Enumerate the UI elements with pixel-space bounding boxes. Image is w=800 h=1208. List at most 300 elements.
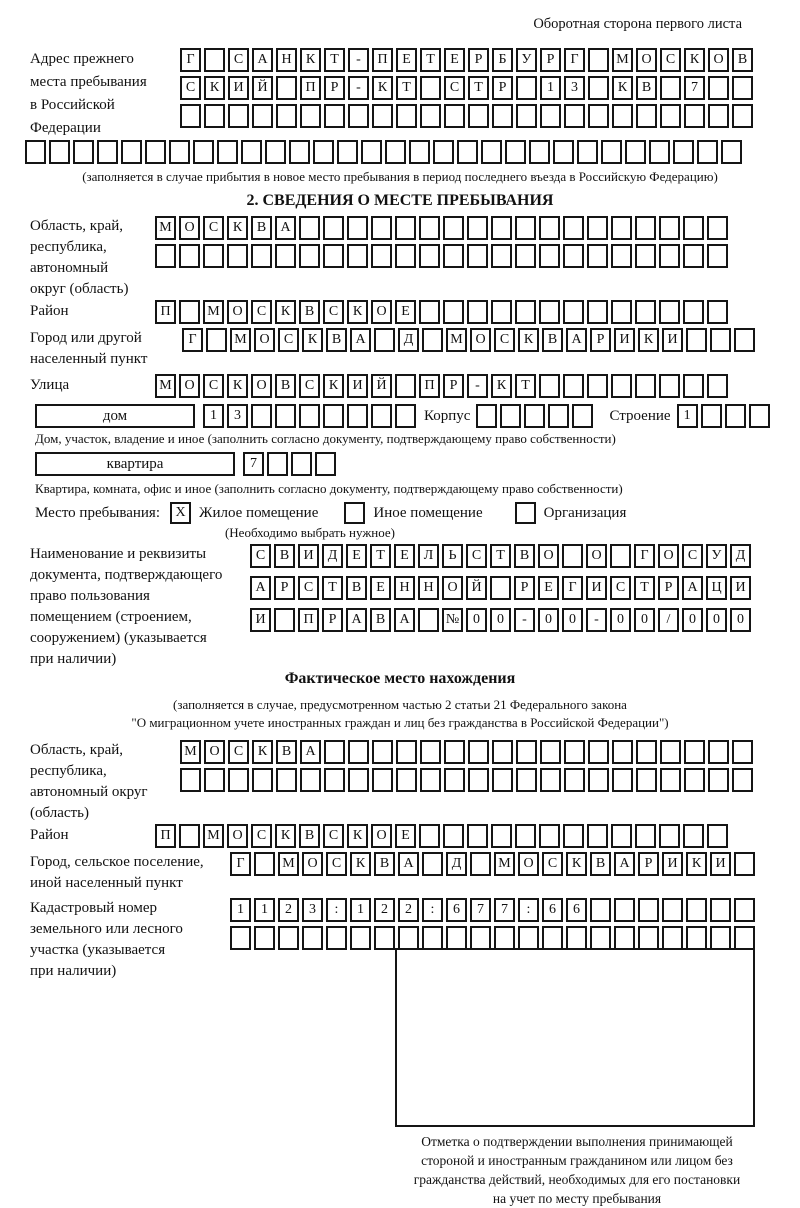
char-cell[interactable] (611, 824, 632, 848)
char-cell[interactable]: Г (230, 852, 251, 876)
char-cell[interactable]: 6 (542, 898, 563, 922)
char-cell[interactable]: С (228, 740, 249, 764)
char-cell[interactable]: 3 (302, 898, 323, 922)
char-cell[interactable] (492, 768, 513, 792)
char-cell[interactable]: П (155, 824, 176, 848)
char-cell[interactable]: 1 (203, 404, 224, 428)
char-cell[interactable]: О (636, 48, 657, 72)
char-cell[interactable]: В (276, 740, 297, 764)
char-cell[interactable]: Е (346, 544, 367, 568)
char-cell[interactable]: М (612, 48, 633, 72)
char-cell[interactable] (396, 104, 417, 128)
char-cell[interactable]: С (250, 544, 271, 568)
char-cell[interactable]: И (614, 328, 635, 352)
char-cell[interactable]: О (179, 374, 200, 398)
char-cell[interactable] (267, 452, 288, 476)
char-cell[interactable] (612, 740, 633, 764)
char-cell[interactable] (588, 76, 609, 100)
checkbox-residential[interactable]: X (170, 502, 191, 524)
char-cell[interactable]: В (326, 328, 347, 352)
char-cell[interactable]: 0 (538, 608, 559, 632)
char-cell[interactable] (491, 244, 512, 268)
char-cell[interactable] (612, 768, 633, 792)
char-cell[interactable]: - (348, 48, 369, 72)
char-cell[interactable] (274, 608, 295, 632)
char-cell[interactable]: 0 (610, 608, 631, 632)
char-cell[interactable] (468, 768, 489, 792)
char-cell[interactable] (636, 104, 657, 128)
char-cell[interactable]: А (682, 576, 703, 600)
char-cell[interactable] (323, 244, 344, 268)
char-cell[interactable]: Д (398, 328, 419, 352)
char-cell[interactable]: В (299, 300, 320, 324)
char-cell[interactable] (539, 300, 560, 324)
char-cell[interactable] (686, 328, 707, 352)
char-cell[interactable] (395, 244, 416, 268)
char-cell[interactable]: П (372, 48, 393, 72)
char-cell[interactable]: Д (446, 852, 467, 876)
char-cell[interactable]: 0 (730, 608, 751, 632)
char-cell[interactable]: И (730, 576, 751, 600)
char-cell[interactable] (540, 768, 561, 792)
char-cell[interactable] (515, 824, 536, 848)
char-cell[interactable] (347, 216, 368, 240)
char-cell[interactable] (548, 404, 569, 428)
char-cell[interactable] (470, 852, 491, 876)
char-cell[interactable] (419, 244, 440, 268)
char-cell[interactable] (539, 216, 560, 240)
char-cell[interactable]: Т (490, 544, 511, 568)
char-cell[interactable] (708, 76, 729, 100)
char-cell[interactable] (396, 768, 417, 792)
char-cell[interactable] (348, 768, 369, 792)
char-cell[interactable] (553, 140, 574, 164)
char-cell[interactable] (443, 216, 464, 240)
char-cell[interactable] (371, 404, 392, 428)
char-cell[interactable]: М (494, 852, 515, 876)
char-cell[interactable]: Е (394, 544, 415, 568)
house-number-box[interactable]: дом (35, 404, 195, 428)
char-cell[interactable] (625, 140, 646, 164)
char-cell[interactable]: Д (322, 544, 343, 568)
char-cell[interactable]: О (371, 824, 392, 848)
char-cell[interactable]: И (586, 576, 607, 600)
checkbox-organization[interactable] (515, 502, 536, 524)
char-cell[interactable] (686, 926, 707, 950)
char-cell[interactable] (710, 898, 731, 922)
char-cell[interactable] (492, 740, 513, 764)
char-cell[interactable]: Т (370, 544, 391, 568)
char-cell[interactable]: Й (371, 374, 392, 398)
char-cell[interactable] (347, 404, 368, 428)
char-cell[interactable]: С (323, 300, 344, 324)
char-cell[interactable] (433, 140, 454, 164)
char-cell[interactable] (610, 544, 631, 568)
char-cell[interactable] (275, 404, 296, 428)
char-cell[interactable] (587, 824, 608, 848)
char-cell[interactable] (588, 104, 609, 128)
char-cell[interactable] (614, 926, 635, 950)
char-cell[interactable]: К (347, 824, 368, 848)
char-cell[interactable] (732, 76, 753, 100)
char-cell[interactable] (587, 216, 608, 240)
char-cell[interactable] (227, 244, 248, 268)
char-cell[interactable]: В (542, 328, 563, 352)
char-cell[interactable]: Р (638, 852, 659, 876)
char-cell[interactable] (337, 140, 358, 164)
char-cell[interactable] (542, 926, 563, 950)
char-cell[interactable] (300, 768, 321, 792)
char-cell[interactable]: 0 (706, 608, 727, 632)
char-cell[interactable]: М (180, 740, 201, 764)
char-cell[interactable]: Й (252, 76, 273, 100)
char-cell[interactable]: К (612, 76, 633, 100)
char-cell[interactable] (299, 216, 320, 240)
char-cell[interactable] (313, 140, 334, 164)
char-cell[interactable]: 1 (540, 76, 561, 100)
char-cell[interactable] (649, 140, 670, 164)
char-cell[interactable]: 7 (494, 898, 515, 922)
char-cell[interactable]: С (278, 328, 299, 352)
char-cell[interactable] (611, 244, 632, 268)
char-cell[interactable] (734, 852, 755, 876)
char-cell[interactable]: Ц (706, 576, 727, 600)
char-cell[interactable]: Г (180, 48, 201, 72)
char-cell[interactable]: 6 (446, 898, 467, 922)
char-cell[interactable]: П (155, 300, 176, 324)
char-cell[interactable]: А (346, 608, 367, 632)
char-cell[interactable] (49, 140, 70, 164)
char-cell[interactable] (707, 824, 728, 848)
char-cell[interactable]: И (662, 328, 683, 352)
char-cell[interactable]: 6 (566, 898, 587, 922)
char-cell[interactable] (660, 768, 681, 792)
char-cell[interactable] (289, 140, 310, 164)
char-cell[interactable]: Н (394, 576, 415, 600)
char-cell[interactable] (278, 926, 299, 950)
char-cell[interactable]: П (298, 608, 319, 632)
char-cell[interactable] (660, 104, 681, 128)
char-cell[interactable] (564, 104, 585, 128)
char-cell[interactable]: О (658, 544, 679, 568)
char-cell[interactable]: С (494, 328, 515, 352)
char-cell[interactable] (419, 824, 440, 848)
char-cell[interactable]: О (442, 576, 463, 600)
char-cell[interactable] (252, 104, 273, 128)
char-cell[interactable] (701, 404, 722, 428)
char-cell[interactable]: 1 (230, 898, 251, 922)
char-cell[interactable]: Т (324, 48, 345, 72)
char-cell[interactable] (302, 926, 323, 950)
char-cell[interactable]: К (227, 374, 248, 398)
char-cell[interactable] (659, 300, 680, 324)
char-cell[interactable] (707, 244, 728, 268)
char-cell[interactable] (348, 104, 369, 128)
char-cell[interactable] (396, 740, 417, 764)
char-cell[interactable] (635, 244, 656, 268)
char-cell[interactable] (683, 216, 704, 240)
char-cell[interactable] (684, 768, 705, 792)
char-cell[interactable]: Й (466, 576, 487, 600)
char-cell[interactable] (601, 140, 622, 164)
char-cell[interactable]: 0 (682, 608, 703, 632)
char-cell[interactable] (422, 926, 443, 950)
char-cell[interactable]: А (350, 328, 371, 352)
char-cell[interactable] (540, 740, 561, 764)
char-cell[interactable] (372, 768, 393, 792)
char-cell[interactable]: Е (395, 824, 416, 848)
char-cell[interactable]: 2 (374, 898, 395, 922)
char-cell[interactable] (324, 104, 345, 128)
char-cell[interactable] (443, 300, 464, 324)
char-cell[interactable]: С (682, 544, 703, 568)
char-cell[interactable]: О (371, 300, 392, 324)
char-cell[interactable]: 3 (564, 76, 585, 100)
char-cell[interactable] (443, 244, 464, 268)
char-cell[interactable] (491, 824, 512, 848)
char-cell[interactable]: К (686, 852, 707, 876)
char-cell[interactable] (500, 404, 521, 428)
char-cell[interactable]: И (250, 608, 271, 632)
char-cell[interactable]: А (566, 328, 587, 352)
char-cell[interactable] (611, 374, 632, 398)
char-cell[interactable] (683, 374, 704, 398)
char-cell[interactable] (732, 768, 753, 792)
char-cell[interactable] (710, 926, 731, 950)
char-cell[interactable] (659, 374, 680, 398)
char-cell[interactable]: К (252, 740, 273, 764)
char-cell[interactable]: П (419, 374, 440, 398)
char-cell[interactable]: Т (322, 576, 343, 600)
char-cell[interactable]: О (302, 852, 323, 876)
char-cell[interactable]: С (203, 216, 224, 240)
char-cell[interactable] (614, 898, 635, 922)
char-cell[interactable] (398, 926, 419, 950)
char-cell[interactable]: О (204, 740, 225, 764)
char-cell[interactable]: О (251, 374, 272, 398)
char-cell[interactable] (539, 374, 560, 398)
char-cell[interactable] (660, 740, 681, 764)
char-cell[interactable] (230, 926, 251, 950)
char-cell[interactable] (275, 244, 296, 268)
char-cell[interactable] (395, 216, 416, 240)
char-cell[interactable] (659, 244, 680, 268)
char-cell[interactable] (25, 140, 46, 164)
char-cell[interactable] (683, 300, 704, 324)
char-cell[interactable]: В (299, 824, 320, 848)
char-cell[interactable] (518, 926, 539, 950)
char-cell[interactable]: - (467, 374, 488, 398)
char-cell[interactable] (371, 216, 392, 240)
char-cell[interactable]: К (518, 328, 539, 352)
char-cell[interactable]: А (250, 576, 271, 600)
char-cell[interactable] (491, 300, 512, 324)
char-cell[interactable]: 3 (227, 404, 248, 428)
char-cell[interactable]: Н (418, 576, 439, 600)
char-cell[interactable]: С (228, 48, 249, 72)
char-cell[interactable] (588, 48, 609, 72)
char-cell[interactable]: С (251, 824, 272, 848)
char-cell[interactable] (252, 768, 273, 792)
char-cell[interactable] (180, 104, 201, 128)
char-cell[interactable] (707, 216, 728, 240)
char-cell[interactable] (563, 300, 584, 324)
char-cell[interactable] (635, 300, 656, 324)
char-cell[interactable]: В (274, 544, 295, 568)
char-cell[interactable] (145, 140, 166, 164)
char-cell[interactable] (516, 76, 537, 100)
char-cell[interactable]: 1 (350, 898, 371, 922)
char-cell[interactable] (590, 898, 611, 922)
char-cell[interactable] (347, 244, 368, 268)
char-cell[interactable] (563, 216, 584, 240)
char-cell[interactable] (725, 404, 746, 428)
char-cell[interactable] (251, 404, 272, 428)
char-cell[interactable] (422, 852, 443, 876)
char-cell[interactable] (732, 740, 753, 764)
char-cell[interactable] (422, 328, 443, 352)
char-cell[interactable] (638, 926, 659, 950)
char-cell[interactable]: Р (322, 608, 343, 632)
char-cell[interactable] (587, 244, 608, 268)
char-cell[interactable]: 0 (490, 608, 511, 632)
char-cell[interactable] (372, 740, 393, 764)
char-cell[interactable]: / (658, 608, 679, 632)
char-cell[interactable] (734, 328, 755, 352)
char-cell[interactable] (180, 768, 201, 792)
char-cell[interactable] (734, 926, 755, 950)
char-cell[interactable] (204, 768, 225, 792)
char-cell[interactable] (708, 768, 729, 792)
char-cell[interactable] (708, 740, 729, 764)
char-cell[interactable] (457, 140, 478, 164)
char-cell[interactable]: К (347, 300, 368, 324)
char-cell[interactable]: К (350, 852, 371, 876)
char-cell[interactable] (409, 140, 430, 164)
char-cell[interactable]: С (326, 852, 347, 876)
char-cell[interactable] (446, 926, 467, 950)
char-cell[interactable] (444, 104, 465, 128)
char-cell[interactable] (491, 216, 512, 240)
char-cell[interactable] (467, 300, 488, 324)
char-cell[interactable]: М (203, 300, 224, 324)
char-cell[interactable]: Р (540, 48, 561, 72)
char-cell[interactable] (350, 926, 371, 950)
char-cell[interactable] (299, 404, 320, 428)
char-cell[interactable]: О (538, 544, 559, 568)
char-cell[interactable]: Т (515, 374, 536, 398)
char-cell[interactable]: Р (514, 576, 535, 600)
char-cell[interactable] (562, 544, 583, 568)
char-cell[interactable] (420, 76, 441, 100)
char-cell[interactable]: К (204, 76, 225, 100)
char-cell[interactable] (203, 244, 224, 268)
char-cell[interactable]: К (300, 48, 321, 72)
char-cell[interactable]: Л (418, 544, 439, 568)
char-cell[interactable]: К (372, 76, 393, 100)
char-cell[interactable]: С (444, 76, 465, 100)
char-cell[interactable]: 1 (254, 898, 275, 922)
char-cell[interactable] (660, 76, 681, 100)
char-cell[interactable] (749, 404, 770, 428)
char-cell[interactable]: М (230, 328, 251, 352)
char-cell[interactable] (494, 926, 515, 950)
char-cell[interactable] (179, 824, 200, 848)
char-cell[interactable] (323, 404, 344, 428)
char-cell[interactable] (73, 140, 94, 164)
char-cell[interactable] (662, 926, 683, 950)
char-cell[interactable]: - (586, 608, 607, 632)
char-cell[interactable]: А (252, 48, 273, 72)
char-cell[interactable]: К (638, 328, 659, 352)
char-cell[interactable]: М (155, 374, 176, 398)
char-cell[interactable]: Р (324, 76, 345, 100)
char-cell[interactable] (684, 740, 705, 764)
char-cell[interactable]: В (636, 76, 657, 100)
char-cell[interactable] (251, 244, 272, 268)
char-cell[interactable]: С (251, 300, 272, 324)
char-cell[interactable] (419, 216, 440, 240)
apartment-box[interactable]: квартира (35, 452, 235, 476)
char-cell[interactable] (276, 76, 297, 100)
char-cell[interactable] (563, 374, 584, 398)
char-cell[interactable] (204, 104, 225, 128)
char-cell[interactable] (326, 926, 347, 950)
char-cell[interactable]: К (323, 374, 344, 398)
char-cell[interactable] (516, 104, 537, 128)
char-cell[interactable]: К (684, 48, 705, 72)
char-cell[interactable]: В (275, 374, 296, 398)
char-cell[interactable]: Д (730, 544, 751, 568)
char-cell[interactable]: М (155, 216, 176, 240)
char-cell[interactable]: К (227, 216, 248, 240)
char-cell[interactable] (470, 926, 491, 950)
char-cell[interactable]: 2 (398, 898, 419, 922)
char-cell[interactable] (418, 608, 439, 632)
char-cell[interactable] (732, 104, 753, 128)
char-cell[interactable] (490, 576, 511, 600)
char-cell[interactable] (611, 300, 632, 324)
char-cell[interactable]: С (180, 76, 201, 100)
char-cell[interactable] (444, 740, 465, 764)
char-cell[interactable]: Р (492, 76, 513, 100)
char-cell[interactable]: О (586, 544, 607, 568)
char-cell[interactable] (155, 244, 176, 268)
char-cell[interactable] (515, 244, 536, 268)
char-cell[interactable]: О (179, 216, 200, 240)
char-cell[interactable]: Е (538, 576, 559, 600)
char-cell[interactable] (588, 740, 609, 764)
char-cell[interactable] (636, 740, 657, 764)
char-cell[interactable] (444, 768, 465, 792)
char-cell[interactable] (241, 140, 262, 164)
char-cell[interactable]: В (732, 48, 753, 72)
char-cell[interactable]: 7 (470, 898, 491, 922)
char-cell[interactable]: В (370, 608, 391, 632)
char-cell[interactable]: № (442, 608, 463, 632)
char-cell[interactable] (374, 328, 395, 352)
char-cell[interactable]: К (491, 374, 512, 398)
char-cell[interactable]: Р (468, 48, 489, 72)
char-cell[interactable] (468, 740, 489, 764)
char-cell[interactable] (169, 140, 190, 164)
char-cell[interactable]: И (347, 374, 368, 398)
char-cell[interactable] (467, 244, 488, 268)
char-cell[interactable] (395, 404, 416, 428)
char-cell[interactable]: - (348, 76, 369, 100)
char-cell[interactable] (179, 244, 200, 268)
char-cell[interactable]: А (394, 608, 415, 632)
